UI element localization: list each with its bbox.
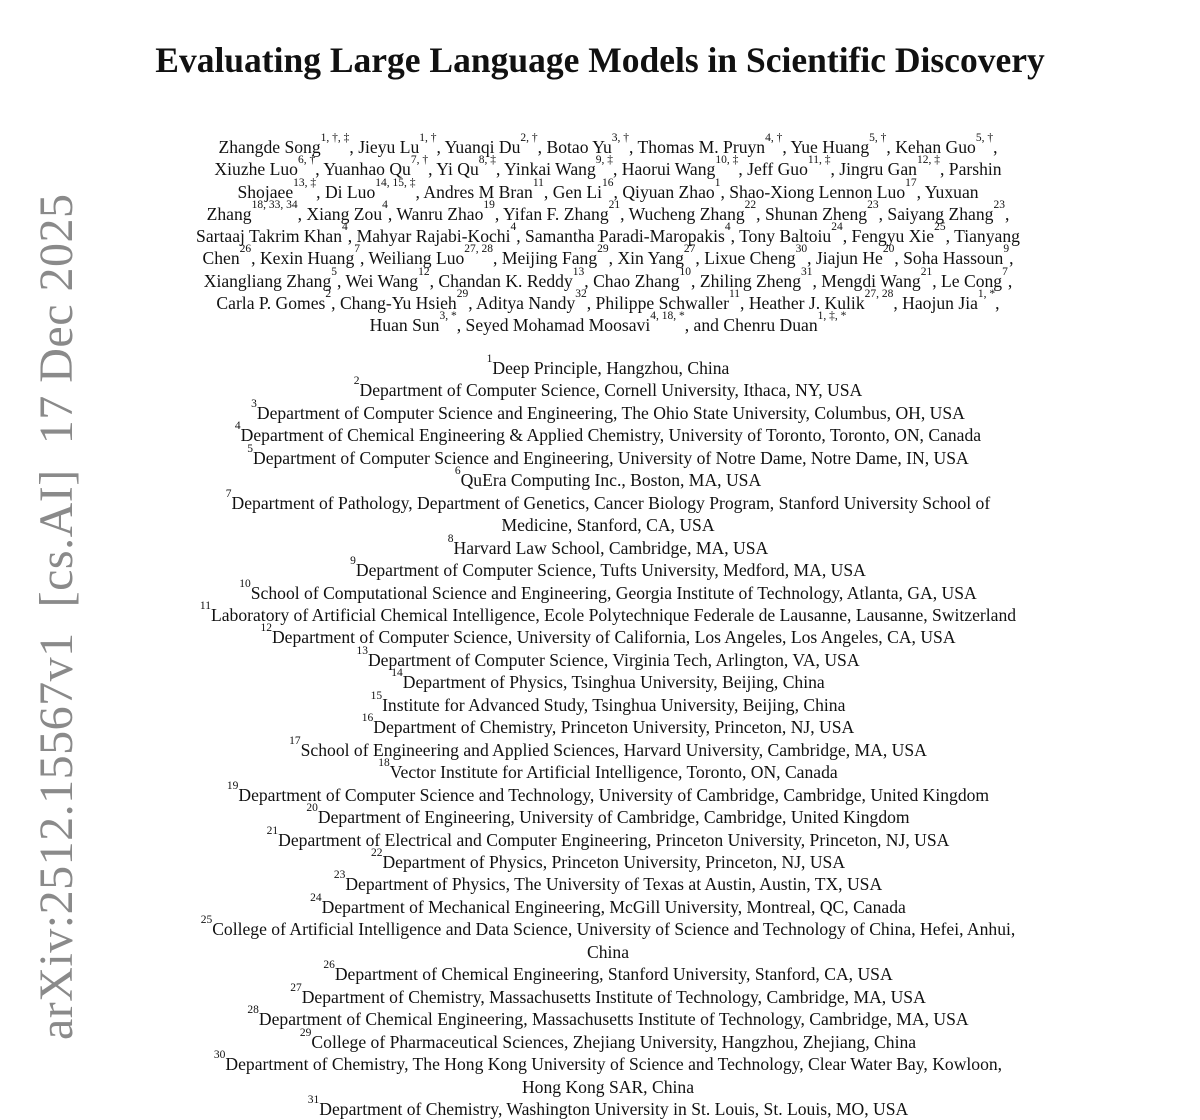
affiliation-line — [128, 959, 1088, 985]
affiliation-marker: 21 — [608, 198, 621, 211]
author-name: , Wucheng Zhang — [620, 203, 745, 224]
author-name: , Shunan Zheng — [756, 203, 868, 224]
affiliation-text: Department of Computer Science and Engineering, The Ohio State University, Columbus, OH, USA — [256, 402, 965, 423]
author-name: , Lixue Cheng — [695, 248, 796, 269]
affiliation-text: Medicine, Stanford, CA, USA — [501, 515, 715, 536]
affiliation-line — [128, 442, 1088, 469]
affiliation-marker: 25 — [934, 221, 946, 234]
author-line — [128, 288, 1088, 314]
affiliation-marker: 7, † — [410, 154, 429, 167]
affiliation-marker: 5, † — [975, 132, 994, 144]
affiliation-marker: 4 — [510, 221, 517, 234]
affiliation-number: 28 — [247, 1004, 259, 1017]
affiliation-line — [128, 981, 1088, 1008]
affiliation-line — [128, 891, 1088, 918]
affiliation-text: Department of Physics, Princeton University, Princeton, NJ, USA — [382, 851, 846, 872]
affiliation-marker: 9 — [1003, 243, 1010, 256]
affiliation-marker: 10 — [679, 265, 692, 278]
affiliation-line — [128, 353, 1088, 379]
affiliation-number: 5 — [247, 442, 253, 455]
affiliation-marker: 2, † — [520, 132, 538, 144]
affiliation-number: 2 — [353, 375, 360, 388]
author-name: , Fengyu Xie — [842, 226, 935, 247]
affiliation-marker: 19 — [483, 198, 495, 211]
author-name: , Saiyang Zhang — [878, 203, 994, 224]
author-name: , Jiajun He — [807, 248, 883, 269]
affiliation-marker: 5, † — [869, 132, 887, 144]
author-name: , Yifan F. Zhang — [494, 203, 609, 224]
affiliation-line — [128, 1076, 1088, 1098]
author-name: , Chang-Yu Hsieh — [331, 293, 457, 314]
affiliation-marker: 4 — [724, 221, 731, 234]
affiliation-marker: 11 — [728, 288, 741, 301]
affiliation-marker: 27 — [683, 243, 696, 256]
author-name: , Wei Wang — [337, 270, 419, 291]
affiliation-line — [128, 1049, 1088, 1075]
affiliation-marker: 1, * — [977, 288, 996, 301]
affiliation-marker: 7 — [1002, 265, 1008, 278]
affiliation-text: Department of Chemical Engineering, Massachusetts Institute of Technology, Cambridge, MA, USA — [258, 1009, 969, 1030]
affiliation-text: Institute for Advanced Study, Tsinghua University, Beijing, China — [382, 694, 846, 715]
affiliation-number: 7 — [225, 487, 232, 500]
affiliation-number: 20 — [306, 802, 318, 815]
affiliation-marker: 13, ‡ — [293, 176, 317, 189]
affiliation-line — [128, 689, 1088, 716]
affiliation-marker: 8, ‡ — [478, 154, 496, 167]
author-name: , Kehan Guo — [886, 137, 976, 157]
affiliation-marker: 12 — [418, 265, 430, 278]
affiliation-text: Department of Computer Science, Virginia Tech, Arlington, VA, USA — [367, 649, 860, 670]
affiliation-marker: 3, † — [611, 132, 630, 144]
author-name: , Gen Li — [543, 181, 603, 202]
author-name: , Thomas M. Pruyn — [629, 137, 766, 157]
affiliation-marker: 12, ‡ — [916, 154, 940, 167]
affiliation-number: 18 — [378, 757, 390, 770]
affiliation-number: 22 — [370, 846, 383, 859]
author-name: , Yinkai Wang — [496, 159, 596, 180]
affiliation-text: Department of Chemical Engineering, Stanford University, Stanford, CA, USA — [334, 964, 893, 985]
affiliation-text: School of Engineering and Applied Sciences, Harvard University, Cambridge, MA, USA — [300, 739, 927, 760]
affiliation-text: Department of Engineering, University of Cambridge, Cambridge, United Kingdom — [317, 807, 910, 828]
author-name: , Mengdi Wang — [812, 270, 921, 291]
affiliation-text: Department of Chemistry, The Hong Kong University of Science and Technology, Clear Water Bay, Kowloon, — [225, 1054, 1003, 1075]
author-line — [128, 265, 1088, 292]
author-name: , — [993, 137, 998, 157]
affiliation-marker: 29 — [597, 243, 609, 256]
affiliation-marker: 1, ‡, * — [817, 310, 847, 323]
affiliation-marker: 9, ‡ — [595, 154, 613, 167]
affiliation-line — [128, 532, 1088, 559]
author-name: Xiuzhe Luo — [214, 159, 298, 180]
affiliation-number: 31 — [307, 1093, 320, 1106]
affiliation-marker: 23 — [993, 198, 1005, 211]
affiliation-text: Department of Physics, Tsinghua University, Beijing, China — [402, 672, 825, 693]
author-name: Sartaaj Takrim Khan — [196, 226, 343, 247]
affiliation-line — [128, 846, 1088, 873]
affiliation-text: Department of Mechanical Engineering, McGill University, Montreal, QC, Canada — [321, 896, 906, 917]
author-name: Zhangde Song — [218, 137, 321, 157]
affiliation-line — [128, 941, 1088, 963]
author-name: , Soha Hassoun — [894, 248, 1004, 269]
author-name: Chen — [202, 248, 240, 269]
affiliation-number: 26 — [323, 959, 335, 972]
author-name: , Kexin Huang — [251, 248, 355, 269]
affiliation-line — [128, 869, 1088, 895]
affiliation-marker: 23 — [867, 198, 879, 211]
author-name: , Weiliang Luo — [360, 248, 465, 269]
affiliation-text: Department of Chemical Engineering & Applied Chemistry, University of Toronto, Toronto, ON, Canada — [240, 425, 982, 446]
author-line — [128, 310, 1088, 336]
affiliation-marker: 14, 15, ‡ — [375, 176, 416, 189]
affiliation-line — [128, 555, 1088, 581]
affiliation-marker: 3, * — [439, 310, 457, 323]
affiliation-marker: 7 — [354, 243, 360, 256]
affiliation-number: 14 — [391, 667, 403, 680]
affiliation-line — [128, 1004, 1088, 1030]
author-name: Shojaee — [237, 181, 294, 202]
author-name: , Qiyuan Zhao — [613, 181, 715, 202]
affiliation-number: 27 — [290, 981, 302, 994]
affiliation-line — [128, 1093, 1088, 1120]
affiliation-number: 19 — [226, 779, 239, 792]
affiliation-number: 10 — [239, 577, 251, 590]
affiliation-marker: 27, 28 — [864, 288, 894, 301]
affiliation-marker: 31 — [801, 265, 813, 278]
affiliation-line — [128, 1026, 1088, 1053]
author-name: , Zhiling Zheng — [691, 270, 801, 291]
author-name: Xiangliang Zhang — [203, 270, 332, 291]
affiliation-number: 21 — [266, 824, 279, 837]
author-name: , Aditya Nandy — [468, 293, 576, 314]
author-name: , Le Cong — [932, 270, 1003, 291]
author-name: , Yuxuan — [916, 181, 979, 202]
author-name: , Tianyang — [945, 226, 1020, 247]
affiliation-marker: 11, ‡ — [807, 154, 831, 167]
author-name: , — [1009, 248, 1014, 269]
author-name: , Haorui Wang — [613, 159, 716, 180]
author-name: , Yue Huang — [782, 137, 870, 157]
affiliation-number: 25 — [200, 914, 213, 927]
author-name: , Xiang Zou — [297, 203, 383, 224]
author-name: , Meijing Fang — [493, 248, 598, 269]
affiliation-marker: 1, †, ‡ — [320, 132, 350, 144]
affiliation-line — [128, 914, 1088, 940]
author-name: , Haojun Jia — [893, 293, 978, 314]
affiliation-number: 1 — [486, 353, 493, 365]
author-name: Carla P. Gomes — [216, 293, 326, 314]
author-name: , Jieyu Lu — [349, 137, 420, 157]
affiliation-marker: 6, † — [297, 154, 316, 167]
author-name: , Jeff Guo — [738, 159, 808, 180]
affiliation-line — [128, 622, 1088, 648]
affiliation-text: Department of Computer Science, Tufts University, Medford, MA, USA — [355, 560, 866, 581]
affiliation-marker: 18, 33, 34 — [251, 198, 298, 211]
affiliation-text: Department of Computer Science and Technology, University of Cambridge, Cambridge, United Kingdom — [238, 784, 990, 805]
affiliation-number: 4 — [234, 420, 241, 433]
affiliation-marker: 30 — [795, 243, 808, 256]
affiliation-number: 15 — [370, 689, 383, 702]
affiliation-number: 3 — [251, 397, 257, 410]
affiliation-text: Department of Electrical and Computer Engineering, Princeton University, Princeton, NJ, USA — [278, 829, 950, 850]
affiliation-marker: 24 — [831, 221, 843, 234]
affiliation-marker: 17 — [905, 176, 917, 189]
affiliation-marker: 4, † — [765, 132, 783, 144]
affiliation-line — [128, 487, 1088, 514]
affiliation-text: Department of Computer Science, Cornell University, Ithaca, NY, USA — [359, 380, 863, 401]
author-line — [128, 243, 1088, 269]
author-name: , Chao Zhang — [584, 270, 680, 291]
affiliation-line — [128, 644, 1088, 671]
affiliation-number: 9 — [350, 555, 356, 568]
affiliation-number: 29 — [299, 1026, 312, 1039]
affiliation-marker: 4, 18, * — [650, 310, 685, 323]
author-name: , Yuanhao Qu — [315, 159, 411, 180]
author-name: , Heather J. Kulik — [740, 293, 865, 314]
affiliation-text: Department of Chemistry, Massachusetts Institute of Technology, Cambridge, MA, USA — [301, 986, 926, 1007]
affiliation-line — [128, 465, 1088, 491]
author-name: Huan Sun — [369, 315, 440, 336]
author-name: , Andres M Bran — [415, 181, 533, 202]
affiliation-marker: 4 — [342, 221, 348, 234]
author-list — [128, 132, 1088, 337]
paper-title: Evaluating Large Language Models in Scientific Discovery — [155, 40, 1045, 80]
affiliation-marker: 22 — [744, 198, 757, 211]
author-name: , and Chenru Duan — [684, 315, 818, 336]
affiliation-text: QuEra Computing Inc., Boston, MA, USA — [460, 470, 762, 491]
author-name: , — [1004, 203, 1010, 224]
author-name: , Botao Yu — [537, 137, 612, 157]
affiliation-text: Department of Pathology, Department of Genetics, Cancer Biology Program, Stanford University School of — [231, 492, 991, 513]
affiliation-marker: 4 — [382, 198, 388, 211]
author-name: Zhang — [206, 203, 252, 224]
author-name: , Wanru Zhao — [387, 203, 484, 224]
affiliation-text: China — [586, 941, 630, 962]
affiliation-number: 16 — [361, 712, 374, 725]
affiliation-text: Department of Physics, The University of Texas at Austin, Austin, TX, USA — [345, 874, 883, 895]
affiliation-text: College of Artificial Intelligence and Data Science, University of Science and Technology of China, Hefei, Anhui, — [212, 919, 1016, 940]
affiliation-number: 30 — [213, 1049, 226, 1062]
affiliation-number: 12 — [260, 622, 272, 635]
affiliation-marker: 10, ‡ — [715, 154, 739, 167]
author-name: , — [995, 293, 1000, 314]
affiliation-line — [128, 734, 1088, 761]
affiliation-marker: 29 — [456, 288, 469, 301]
affiliation-text: College of Pharmaceutical Sciences, Zhejiang University, Hangzhou, Zhejiang, China — [311, 1031, 917, 1052]
affiliation-marker: 11 — [532, 176, 544, 189]
affiliation-line — [128, 667, 1088, 693]
affiliation-line — [128, 577, 1088, 604]
affiliation-number: 13 — [356, 644, 368, 657]
affiliation-number: 6 — [454, 465, 461, 478]
affiliation-number: 8 — [447, 532, 454, 545]
affiliation-marker: 13 — [572, 265, 585, 278]
affiliation-text: Vector Institute for Artificial Intelligence, Toronto, ON, Canada — [389, 762, 838, 783]
affiliation-line — [128, 824, 1088, 851]
arxiv-stamp: arXiv:2512.15567v1 [cs.AI] 17 Dec 2025 — [30, 193, 83, 1040]
author-name: , Mahyar Rajabi-Kochi — [347, 226, 511, 247]
affiliation-marker: 32 — [575, 288, 587, 301]
affiliation-marker: 26 — [239, 243, 252, 256]
affiliation-line — [128, 599, 1088, 626]
affiliation-text: Department of Computer Science, University of California, Los Angeles, Los Angeles, CA, USA — [271, 627, 956, 648]
affiliation-line — [128, 779, 1088, 806]
author-name: , Philippe Schwaller — [586, 293, 729, 314]
affiliation-line — [128, 397, 1088, 424]
affiliation-number: 23 — [333, 869, 346, 882]
affiliation-marker: 5 — [331, 265, 338, 278]
author-name: , — [1007, 270, 1013, 291]
affiliation-marker: 27, 28 — [464, 243, 494, 256]
affiliation-text: Hong Kong SAR, China — [521, 1076, 695, 1097]
affiliation-line — [128, 757, 1088, 783]
author-name: , Di Luo — [316, 181, 376, 202]
affiliation-marker: 20 — [882, 243, 895, 256]
affiliation-text: Laboratory of Artificial Chemical Intelligence, Ecole Polytechnique Federale de Lausanne, Lausanne, Switzerland — [210, 604, 1017, 625]
affiliation-marker: 16 — [602, 176, 614, 189]
affiliation-number: 24 — [310, 891, 322, 904]
affiliation-marker: 2 — [325, 288, 332, 301]
affiliation-marker: 21 — [920, 265, 933, 278]
author-name: , Chandan K. Reddy — [429, 270, 573, 291]
affiliation-text: Department of Chemistry, Princeton University, Princeton, NJ, USA — [373, 717, 855, 738]
affiliation-text: Deep Principle, Hangzhou, China — [492, 358, 730, 378]
affiliation-text: School of Computational Science and Engineering, Georgia Institute of Technology, Atlanta, GA, USA — [250, 582, 977, 603]
affiliation-list — [128, 353, 1088, 1120]
author-name: , Yi Qu — [428, 159, 479, 180]
author-name: , Jingru Gan — [830, 159, 917, 180]
author-name: , Xin Yang — [608, 248, 684, 269]
author-name: , Yuanqi Du — [436, 137, 521, 157]
author-name: , Tony Baltoiu — [730, 226, 832, 247]
affiliation-number: 11 — [199, 599, 211, 612]
affiliation-text: Department of Chemistry, Washington University in St. Louis, St. Louis, MO, USA — [319, 1098, 909, 1119]
affiliation-text: Department of Computer Science and Engineering, University of Notre Dame, Notre Dame, IN, USA — [252, 447, 969, 468]
affiliation-line — [128, 375, 1088, 401]
affiliation-line — [128, 420, 1088, 446]
author-name: , Samantha Paradi-Maropakis — [516, 226, 725, 247]
affiliation-number: 17 — [289, 734, 301, 747]
author-name: , Shao-Xiong Lennon Luo — [720, 181, 906, 202]
affiliation-line — [128, 712, 1088, 738]
author-name: , Parshin — [939, 159, 1002, 180]
affiliation-marker: 1 — [714, 176, 721, 189]
affiliation-line — [128, 514, 1088, 536]
affiliation-marker: 1, † — [419, 132, 437, 144]
affiliation-text: Harvard Law School, Cambridge, MA, USA — [453, 537, 769, 558]
author-name: , Seyed Mohamad Moosavi — [456, 315, 651, 336]
